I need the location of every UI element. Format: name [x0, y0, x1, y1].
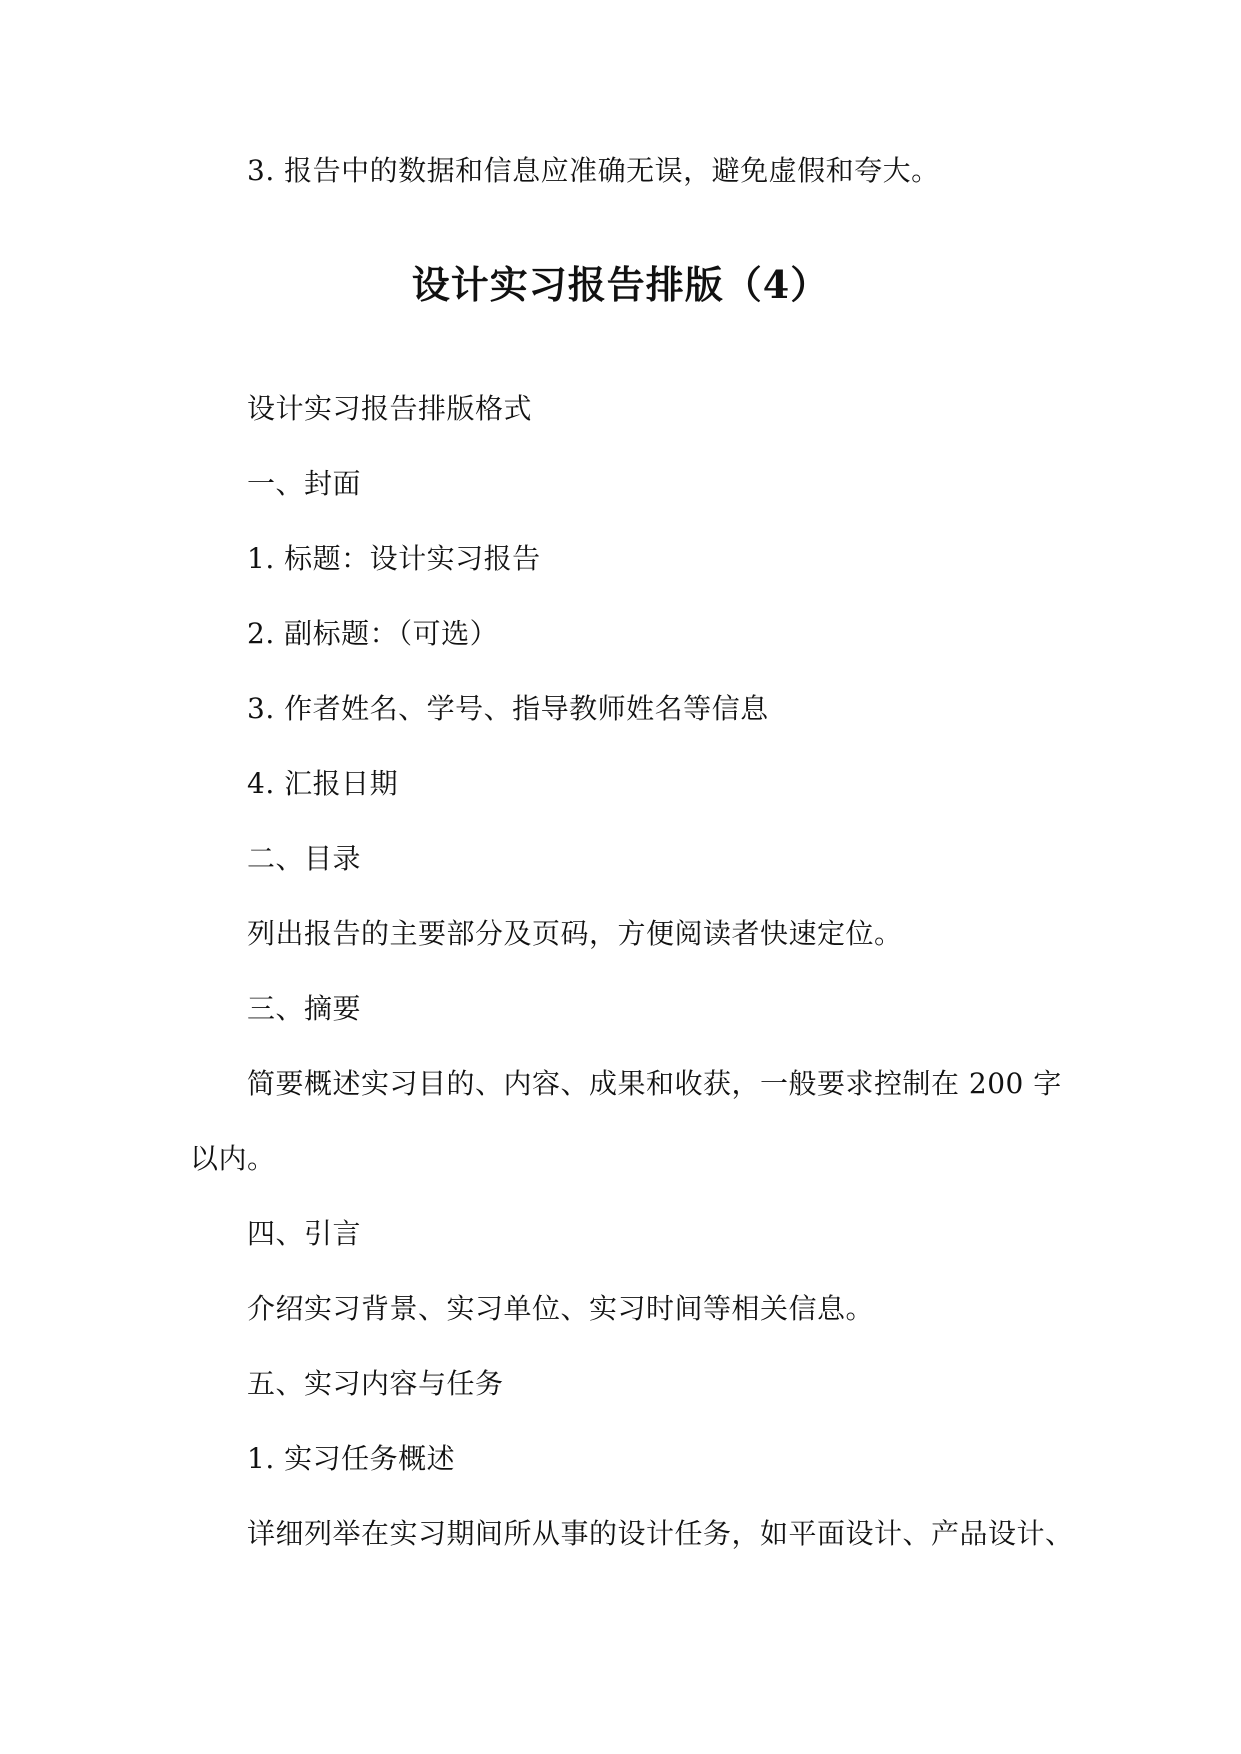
list-item-title: 1. 标题：设计实习报告	[247, 542, 541, 575]
document-title: 设计实习报告排版（4）	[411, 262, 830, 307]
section-heading-format: 设计实习报告排版格式	[247, 392, 533, 425]
paragraph-abstract-continued: 以内。	[190, 1142, 276, 1175]
section-heading-introduction: 四、引言	[247, 1217, 362, 1250]
section-heading-toc: 二、目录	[247, 842, 362, 875]
paragraph-abstract: 简要概述实习目的、内容、成果和收获，一般要求控制在 200 字	[247, 1067, 1062, 1100]
list-item-author-info: 3. 作者姓名、学号、指导教师姓名等信息	[247, 692, 769, 725]
section-heading-content: 五、实习内容与任务	[247, 1367, 504, 1400]
list-item-accuracy: 3. 报告中的数据和信息应准确无误，避免虚假和夸大。	[247, 154, 940, 187]
list-item-task-overview: 1. 实习任务概述	[247, 1442, 456, 1475]
paragraph-task-details: 详细列举在实习期间所从事的设计任务，如平面设计、产品设计、	[247, 1517, 1074, 1550]
paragraph-introduction: 介绍实习背景、实习单位、实习时间等相关信息。	[247, 1292, 875, 1325]
section-heading-cover: 一、封面	[247, 467, 362, 500]
list-item-subtitle: 2. 副标题：（可选）	[247, 617, 499, 650]
list-item-report-date: 4. 汇报日期	[247, 767, 399, 800]
paragraph-toc: 列出报告的主要部分及页码，方便阅读者快速定位。	[247, 917, 903, 950]
section-heading-abstract: 三、摘要	[247, 992, 362, 1025]
